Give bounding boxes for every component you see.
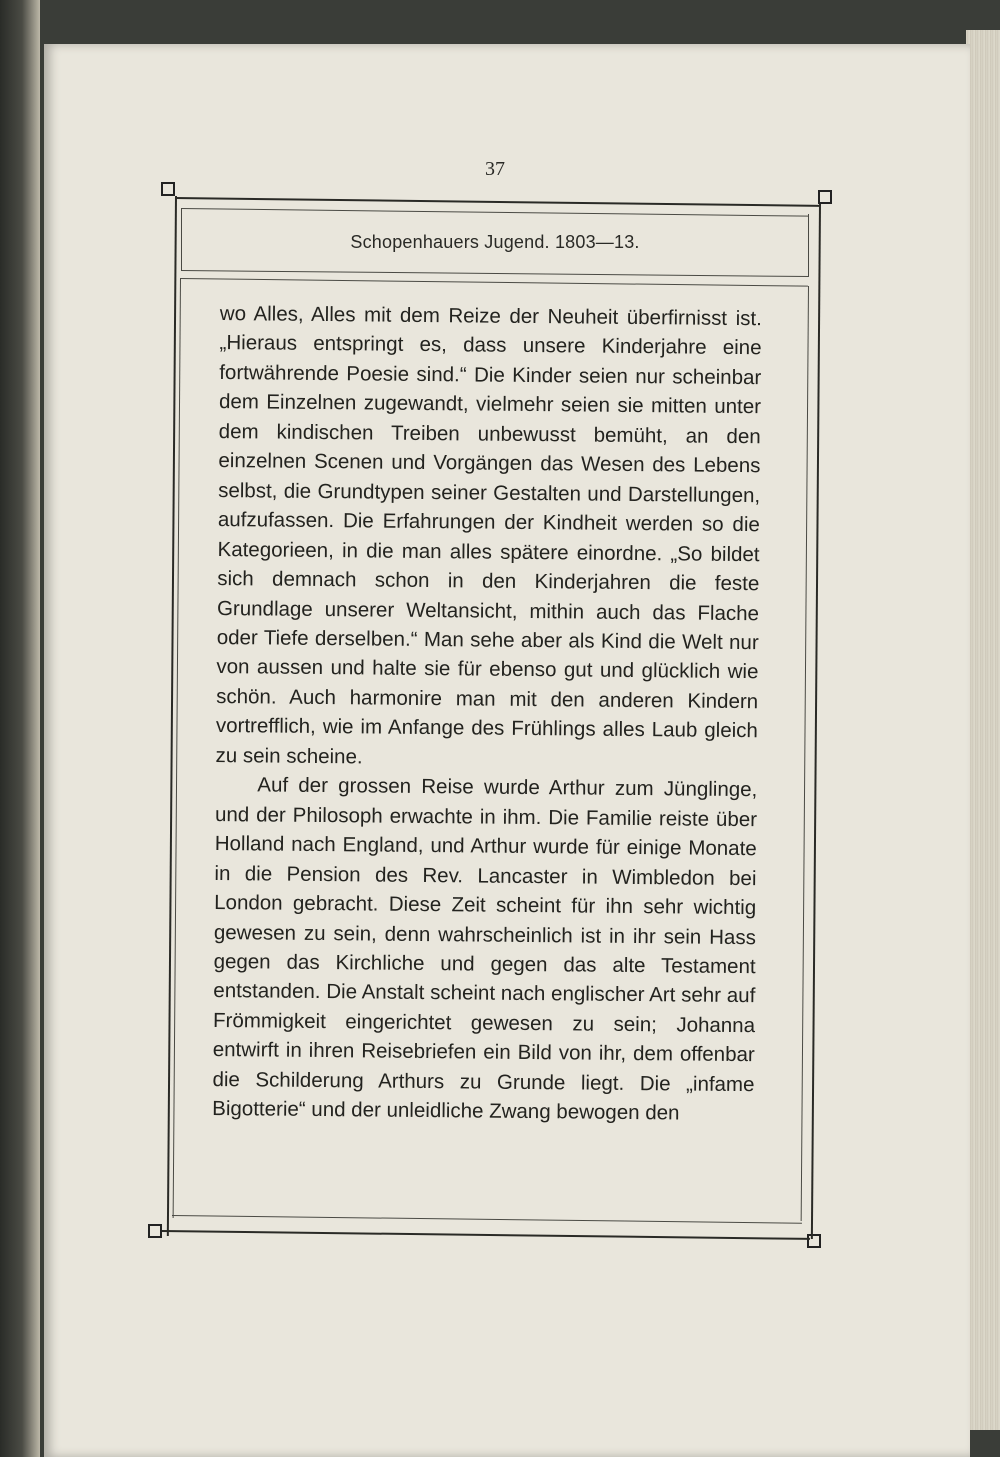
frame-corner-top-right [818,190,832,204]
frame-corner-bottom-right [807,1234,821,1248]
running-head: Schopenhauers Jugend. 1803—13. [350,232,640,252]
facing-page-edge [0,0,40,1457]
page-number: 37 [485,158,505,180]
frame-corner-bottom-left [148,1224,162,1238]
frame-corner-top-left [161,182,175,196]
page-stack-edges [966,30,1000,1430]
paragraph: wo Alles, Alles mit dem Reize der Neuheit überfirnisst ist. „Hieraus entspringt es, dass unsere Kinderjahre eine fortwährende Poesie sind.“ Die Kinder seien nur scheinbar dem Einzelnen zugewandt, vielmehr seien sie mitten unter dem kindischen Treiben unbewusst bemüht, an den einzelnen Scenen und Vorgängen das Wesen des Lebens selbst, die Grundtypen seiner Gestalten und Darstellungen, aufzufassen. Die Erfahrungen der Kindheit werden so die Kategorieen, in die man alles spätere einordne. „So bildet sich demnach schon in den Kinderjahren die feste Grundlage unserer Weltansicht, mithin auch das Flache oder Tiefe derselben.“ Man sehe aber als Kind die Welt nur von aussen und halte sie für ebenso gut und glücklich wie schön. Auch harmonire man mit den anderen Kindern vortrefflich, wie im Anfange des Frühlings alles Laub gleich zu sein scheine. [215,301,762,769]
paragraph: Auf der grossen Reise wurde Arthur zum Jünglinge, und der Philosoph erwachte in ihm. Die Familie reiste über Holland nach England, und Arthur wurde für einige Monate in die Pension des Rev. Lancaster in Wimbledon bei London gebracht. Diese Zeit scheint für ihn sehr wichtig gewesen zu sein, denn wahrscheinlich ist in ihr sein Hass gegen das Kirchliche und gegen das alte Testament entstanden. Die Anstalt scheint nach englischer Art sehr auf Frömmigkeit eingerichtet gewesen zu sein; Johanna entwirft in ihren Reisebriefen ein Bild von ihr, dem offenbar die Schilderung Arthurs zu Grunde liegt. Die „infame Bigotterie“ und der unleidliche Zwang bewogen den [212,773,758,1125]
body-text [212,299,762,1129]
